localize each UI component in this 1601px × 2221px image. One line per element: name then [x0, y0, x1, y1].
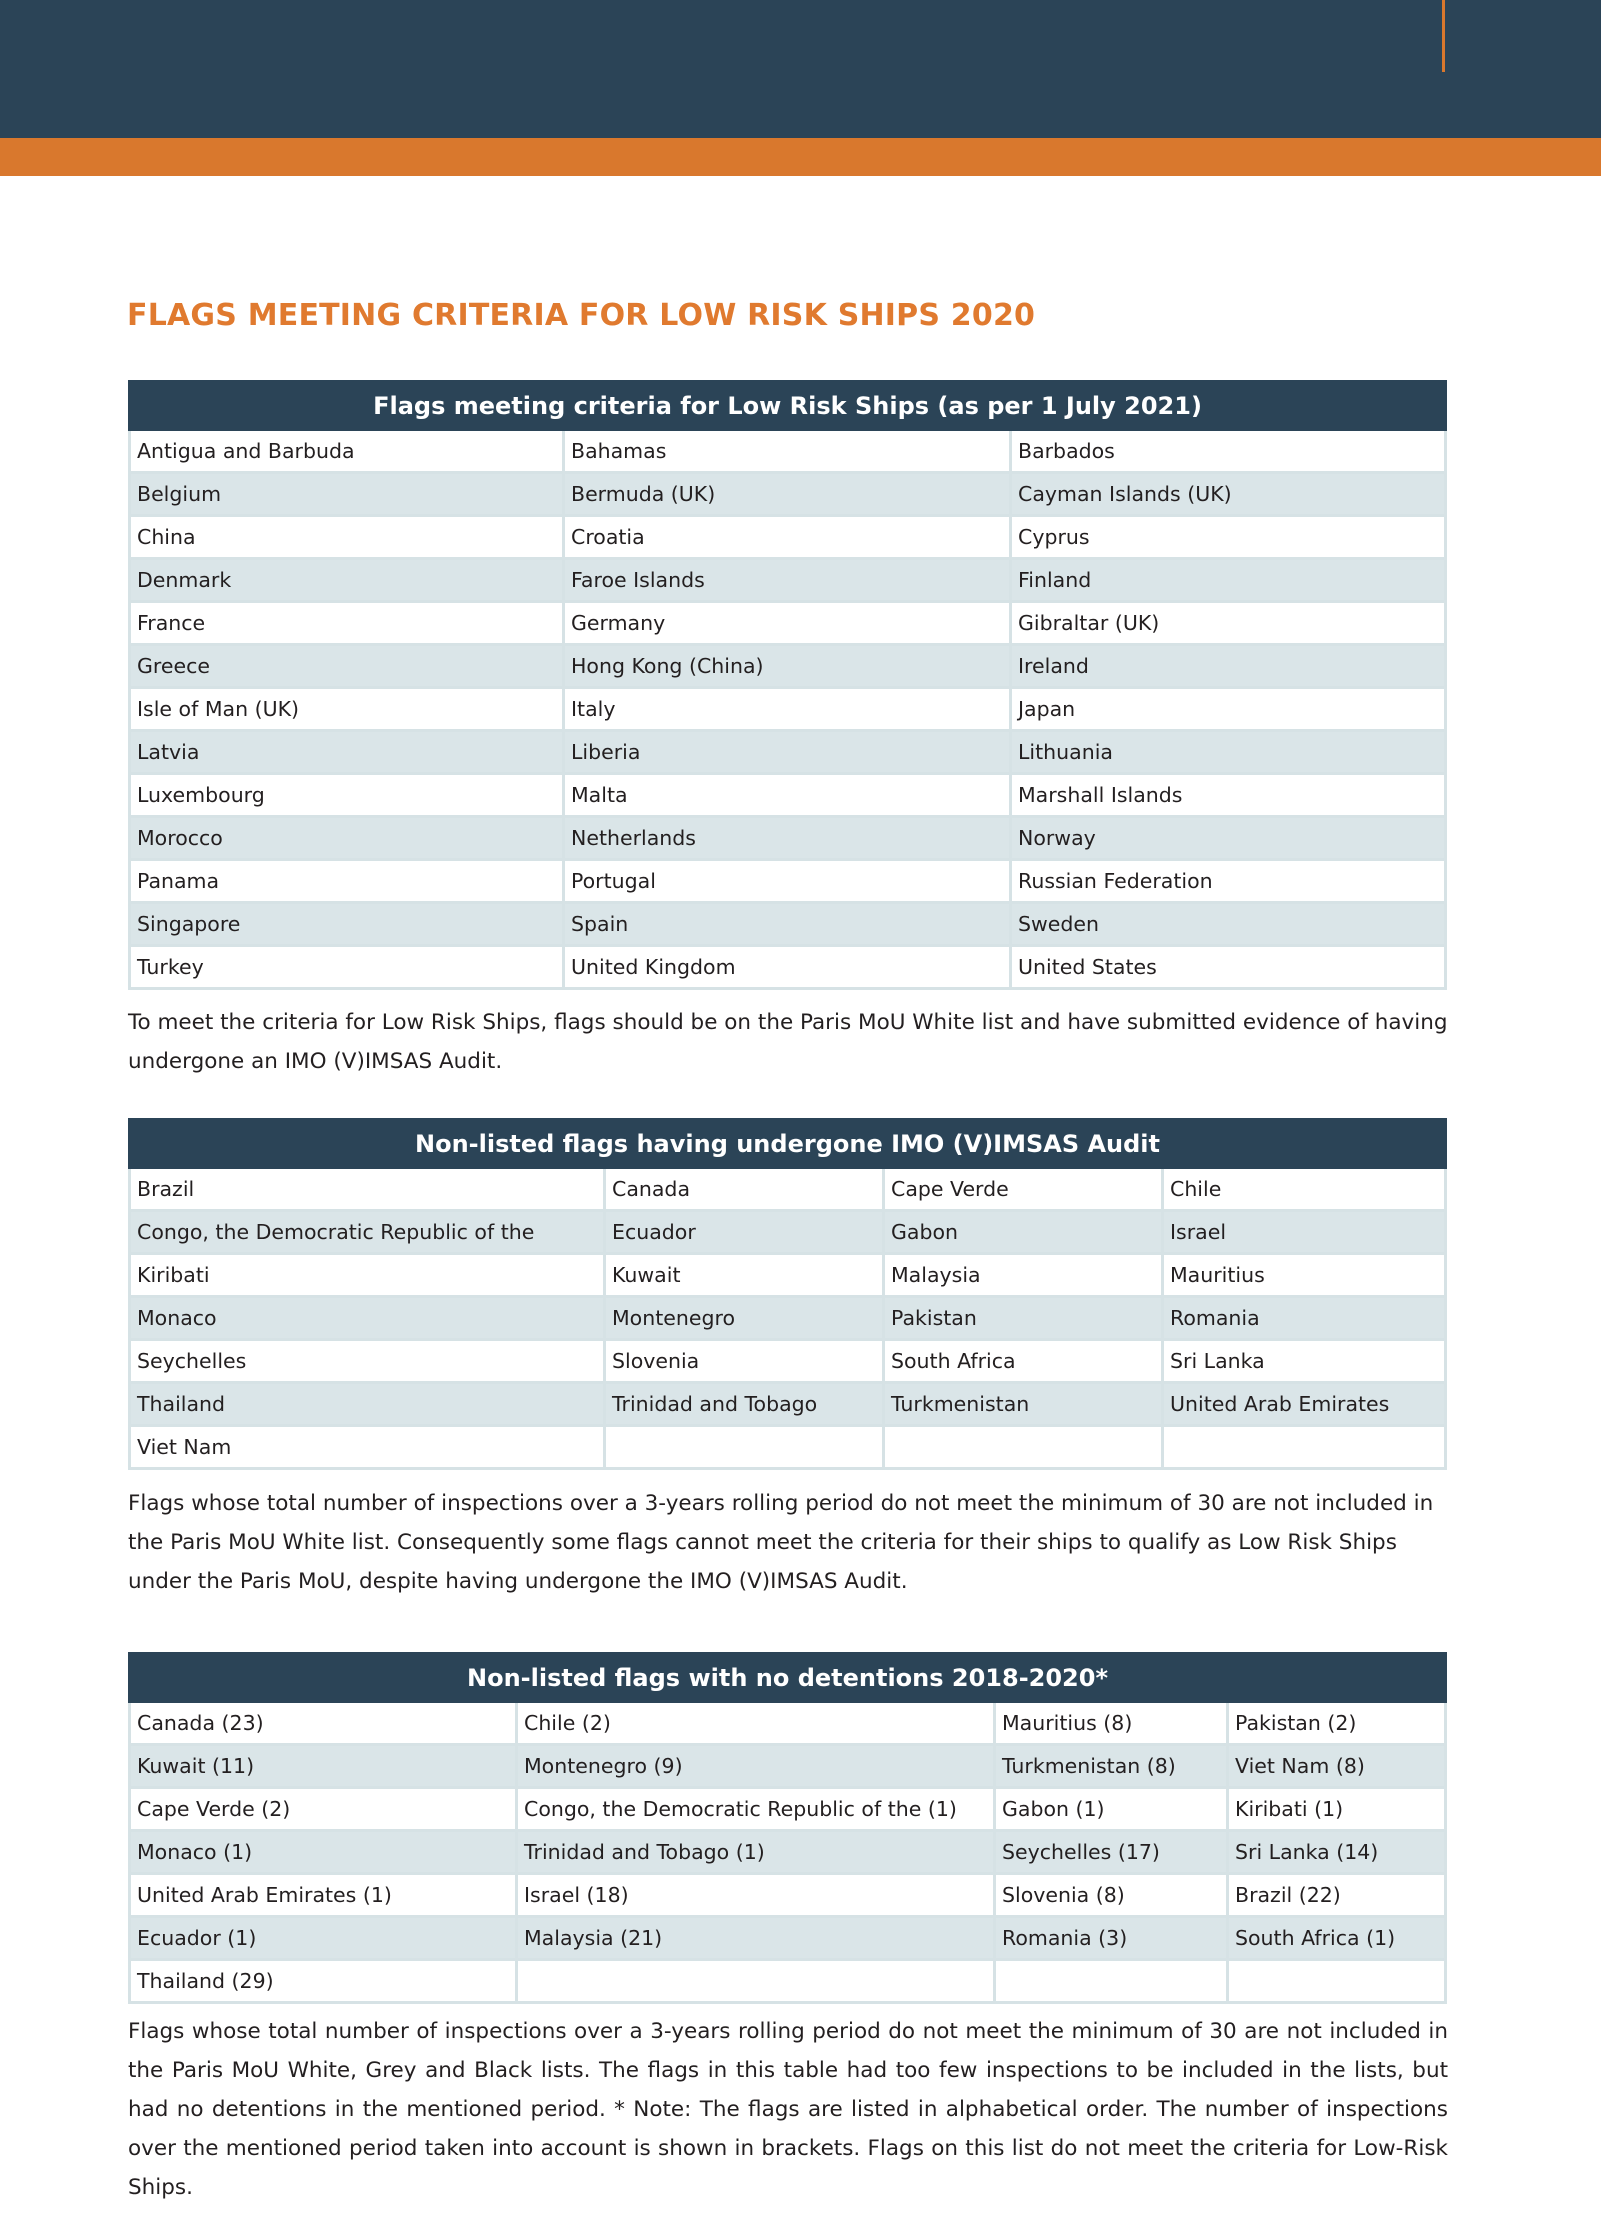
- table-row: [130, 516, 1446, 559]
- flag-cell: Spain: [564, 903, 1011, 946]
- flag-cell: Cayman Islands (UK): [1011, 473, 1446, 516]
- flag-cell: Kuwait: [605, 1254, 884, 1297]
- flag-cell: Ireland: [1011, 645, 1446, 688]
- flag-cell: Faroe Islands: [564, 559, 1011, 602]
- flag-cell: Cyprus: [1011, 516, 1446, 559]
- flag-cell: Isle of Man (UK): [130, 688, 564, 731]
- table-row: [130, 645, 1446, 688]
- flag-cell: Slovenia: [605, 1340, 884, 1383]
- table-row: [130, 1297, 1446, 1340]
- flag-cell: United Arab Emirates: [1163, 1383, 1446, 1426]
- flag-cell: Greece: [130, 645, 564, 688]
- flag-cell: Germany: [564, 602, 1011, 645]
- flag-cell: Japan: [1011, 688, 1446, 731]
- flag-cell: [1228, 1960, 1446, 2003]
- flag-cell: Ecuador (1): [130, 1917, 517, 1960]
- table-row: [130, 1788, 1446, 1831]
- table-row: [130, 774, 1446, 817]
- audit-flags-table: [128, 1118, 1447, 1470]
- flag-cell: Pakistan (2): [1228, 1702, 1446, 1745]
- table-row: [130, 1874, 1446, 1917]
- flag-cell: Viet Nam: [130, 1426, 605, 1469]
- flag-cell: Chile (2): [517, 1702, 995, 1745]
- flag-cell: Pakistan: [884, 1297, 1163, 1340]
- flag-cell: Seychelles: [130, 1340, 605, 1383]
- flag-cell: Denmark: [130, 559, 564, 602]
- table-row: [130, 602, 1446, 645]
- flag-cell: Russian Federation: [1011, 860, 1446, 903]
- flag-cell: Singapore: [130, 903, 564, 946]
- table-row: [130, 430, 1446, 473]
- flag-cell: Sri Lanka: [1163, 1340, 1446, 1383]
- table-row: [130, 688, 1446, 731]
- table-row: [130, 473, 1446, 516]
- flag-cell: United Kingdom: [564, 946, 1011, 989]
- table-header: Non-listed flags having undergone IMO (V)IMSAS Audit: [130, 1120, 1446, 1168]
- flag-cell: Luxembourg: [130, 774, 564, 817]
- table-row: [130, 1960, 1446, 2003]
- flag-cell: Bermuda (UK): [564, 473, 1011, 516]
- flag-cell: Canada: [605, 1168, 884, 1211]
- table-row: [130, 559, 1446, 602]
- flag-cell: Gibraltar (UK): [1011, 602, 1446, 645]
- table-row: [130, 1254, 1446, 1297]
- table-row: [130, 1168, 1446, 1211]
- flag-cell: Trinidad and Tobago (1): [517, 1831, 995, 1874]
- flag-cell: Barbados: [1011, 430, 1446, 473]
- flag-cell: Malaysia: [884, 1254, 1163, 1297]
- header-accent-tick: [1442, 0, 1445, 72]
- flag-cell: Bahamas: [564, 430, 1011, 473]
- table-row: [130, 1426, 1446, 1469]
- flag-cell: Netherlands: [564, 817, 1011, 860]
- flag-cell: Brazil (22): [1228, 1874, 1446, 1917]
- header-band: [0, 0, 1601, 138]
- flag-cell: [517, 1960, 995, 2003]
- flag-cell: Norway: [1011, 817, 1446, 860]
- flag-cell: Mauritius: [1163, 1254, 1446, 1297]
- flag-cell: Israel: [1163, 1211, 1446, 1254]
- flag-cell: Malaysia (21): [517, 1917, 995, 1960]
- flag-cell: Liberia: [564, 731, 1011, 774]
- table-row: [130, 1702, 1446, 1745]
- flag-cell: Finland: [1011, 559, 1446, 602]
- flag-cell: Congo, the Democratic Republic of the (1): [517, 1788, 995, 1831]
- flag-cell: Canada (23): [130, 1702, 517, 1745]
- table-row: [130, 1383, 1446, 1426]
- flag-cell: Brazil: [130, 1168, 605, 1211]
- flag-cell: Seychelles (17): [995, 1831, 1228, 1874]
- flag-cell: Thailand: [130, 1383, 605, 1426]
- flag-cell: Panama: [130, 860, 564, 903]
- flag-cell: Cape Verde (2): [130, 1788, 517, 1831]
- flag-cell: South Africa: [884, 1340, 1163, 1383]
- flag-cell: Kuwait (11): [130, 1745, 517, 1788]
- flag-cell: Belgium: [130, 473, 564, 516]
- flag-cell: South Africa (1): [1228, 1917, 1446, 1960]
- flag-cell: [605, 1426, 884, 1469]
- flag-cell: Turkmenistan (8): [995, 1745, 1228, 1788]
- header-accent-band: [0, 138, 1601, 176]
- page-title: FLAGS MEETING CRITERIA FOR LOW RISK SHIPS 2020: [127, 298, 1036, 333]
- flag-cell: Romania (3): [995, 1917, 1228, 1960]
- flag-cell: Sri Lanka (14): [1228, 1831, 1446, 1874]
- flag-cell: Lithuania: [1011, 731, 1446, 774]
- no-detentions-note: Flags whose total number of inspections over a 3-years rolling period do not meet the minimum of 30 are not included in the Paris MoU White, Grey and Black lists. The flags in this table had too few inspections to be included in the lists, but had no detentions in the mentioned period. * Note: The flags are listed in alphabetical order. The number of inspections over the mentioned period taken into account is shown in brackets. Flags on this list do not meet the criteria for Low-Risk Ships.: [128, 2019, 1448, 2200]
- flag-cell: Kiribati: [130, 1254, 605, 1297]
- table-header: Flags meeting criteria for Low Risk Ships (as per 1 July 2021): [130, 382, 1446, 430]
- flag-cell: Montenegro: [605, 1297, 884, 1340]
- flag-cell: Slovenia (8): [995, 1874, 1228, 1917]
- flag-cell: Viet Nam (8): [1228, 1745, 1446, 1788]
- table-row: [130, 1831, 1446, 1874]
- audit-note: Flags whose total number of inspections over a 3-years rolling period do not meet the minimum of 30 are not included in the Paris MoU White list. Consequently some flags cannot meet the criteria for their ships to qualify as Low Risk Ships under the Paris MoU, despite having undergone the IMO (V)IMSAS Audit.: [128, 1491, 1434, 1594]
- flag-cell: Sweden: [1011, 903, 1446, 946]
- no-detentions-flags-table: [128, 1652, 1447, 2004]
- table-row: [130, 903, 1446, 946]
- flag-cell: Israel (18): [517, 1874, 995, 1917]
- flag-cell: Ecuador: [605, 1211, 884, 1254]
- flag-cell: Cape Verde: [884, 1168, 1163, 1211]
- table-header: Non-listed flags with no detentions 2018-2020*: [130, 1654, 1446, 1702]
- flag-cell: Chile: [1163, 1168, 1446, 1211]
- flag-cell: United Arab Emirates (1): [130, 1874, 517, 1917]
- flag-cell: Kiribati (1): [1228, 1788, 1446, 1831]
- flag-cell: [995, 1960, 1228, 2003]
- table-row: [130, 1745, 1446, 1788]
- flag-cell: Turkey: [130, 946, 564, 989]
- flag-cell: Croatia: [564, 516, 1011, 559]
- flag-cell: Romania: [1163, 1297, 1446, 1340]
- flag-cell: Gabon (1): [995, 1788, 1228, 1831]
- table-row: [130, 860, 1446, 903]
- flag-cell: France: [130, 602, 564, 645]
- table-row: [130, 817, 1446, 860]
- table-row: [130, 946, 1446, 989]
- flag-cell: Turkmenistan: [884, 1383, 1163, 1426]
- table-row: [130, 731, 1446, 774]
- flag-cell: Monaco (1): [130, 1831, 517, 1874]
- table-row: [130, 1211, 1446, 1254]
- flag-cell: Morocco: [130, 817, 564, 860]
- flag-cell: Gabon: [884, 1211, 1163, 1254]
- flag-cell: Montenegro (9): [517, 1745, 995, 1788]
- flag-cell: Hong Kong (China): [564, 645, 1011, 688]
- flag-cell: [1163, 1426, 1446, 1469]
- flag-cell: Monaco: [130, 1297, 605, 1340]
- low-risk-criteria-note: To meet the criteria for Low Risk Ships, flags should be on the Paris MoU White list and have submitted evidence of having undergone an IMO (V)IMSAS Audit.: [128, 1010, 1448, 1074]
- flag-cell: Thailand (29): [130, 1960, 517, 2003]
- flag-cell: Antigua and Barbuda: [130, 430, 564, 473]
- flag-cell: Italy: [564, 688, 1011, 731]
- flag-cell: Latvia: [130, 731, 564, 774]
- table-row: [130, 1340, 1446, 1383]
- flag-cell: United States: [1011, 946, 1446, 989]
- flag-cell: [884, 1426, 1163, 1469]
- flag-cell: China: [130, 516, 564, 559]
- flag-cell: Congo, the Democratic Republic of the: [130, 1211, 605, 1254]
- flag-cell: Portugal: [564, 860, 1011, 903]
- low-risk-flags-table: [128, 380, 1447, 990]
- flag-cell: Malta: [564, 774, 1011, 817]
- flag-cell: Trinidad and Tobago: [605, 1383, 884, 1426]
- flag-cell: Marshall Islands: [1011, 774, 1446, 817]
- flag-cell: Mauritius (8): [995, 1702, 1228, 1745]
- table-row: [130, 1917, 1446, 1960]
